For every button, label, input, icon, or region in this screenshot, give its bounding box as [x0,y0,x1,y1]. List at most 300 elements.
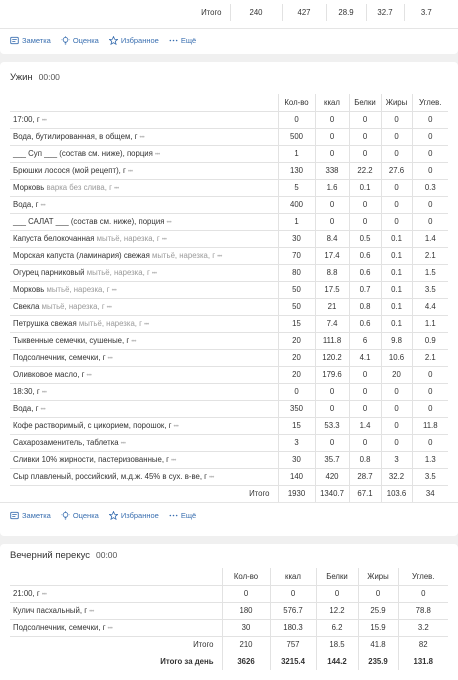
food-preparation: мытьё, нарезка, г [96,234,160,243]
food-name: Петрушка свежая [13,319,77,328]
food-fat: 20 [381,366,412,383]
food-protein: 0 [349,400,381,417]
food-carbs: 11.8 [412,417,448,434]
food-row[interactable] [10,349,448,366]
row-menu-icon[interactable]: ••• [131,339,137,345]
total-fat: 103.6 [381,485,412,502]
table-header [10,568,448,585]
more-dots-icon [169,511,178,520]
food-name: Подсолнечник, семечки, г [13,353,106,362]
food-carbs: 1.3 [412,451,448,468]
food-qty[interactable]: 15 [278,315,315,332]
note-label: Заметка [22,511,51,520]
food-protein: 0.6 [349,315,381,332]
food-preparation: мытьё, нарезка, г [86,268,150,277]
food-kcal: 576.7 [270,602,316,619]
food-protein: 0.8 [349,298,381,315]
food-row[interactable] [10,230,448,247]
food-name-cell[interactable] [10,417,278,434]
food-kcal: 0 [315,196,349,213]
food-fat: 10.6 [381,349,412,366]
food-preparation: мытьё, нарезка, г [151,251,216,260]
dinner-actions [10,511,206,520]
total-kcal: 427 [282,4,326,21]
food-fat: 0 [381,383,412,400]
food-qty[interactable]: 20 [278,349,315,366]
total-qty: 1930 [278,485,315,502]
note-button[interactable] [10,36,51,45]
food-protein: 0 [349,196,381,213]
food-fat: 0.1 [381,264,412,281]
food-kcal: 0 [315,128,349,145]
protein-column-header: Белки [349,94,381,111]
food-qty[interactable]: 20 [278,332,315,349]
food-carbs: 0 [412,128,448,145]
row-menu-icon[interactable]: ••• [86,373,92,379]
row-menu-icon[interactable]: ••• [89,609,94,615]
food-row[interactable] [10,179,448,196]
food-name: Кулич пасхальный, г [13,606,88,615]
food-row[interactable] [10,315,448,332]
total-qty: 240 [230,4,282,21]
food-protein: 0 [349,145,381,162]
food-qty[interactable]: 30 [222,619,270,636]
food-protein: 1.4 [349,417,381,434]
meal-time: 00:00 [95,550,118,560]
food-kcal: 21 [315,298,349,315]
food-fat: 0 [381,196,412,213]
food-qty[interactable]: 50 [278,281,315,298]
food-qty[interactable]: 3 [278,434,315,451]
food-carbs: 0 [412,366,448,383]
food-name-cell[interactable] [10,602,222,619]
day-total-label: Итого за день [160,657,214,666]
dinner-table [10,94,448,502]
food-kcal: 0 [315,400,349,417]
food-protein: 0 [349,383,381,400]
row-menu-icon[interactable]: ••• [171,458,176,464]
food-name: Морская капуста (ламинария) свежая [13,251,150,260]
day-total-fat: 235.9 [358,653,398,670]
total-carbs: 82 [398,636,448,653]
food-kcal: 0 [315,145,349,162]
food-name: Морковь [13,285,45,294]
more-label: Ещё [180,36,197,45]
food-name-cell[interactable] [10,585,222,602]
row-menu-icon[interactable]: ••• [151,271,157,277]
food-name-cell[interactable] [10,196,278,213]
meal-time: 00:00 [38,72,60,82]
food-name-cell[interactable] [10,264,278,281]
food-name-cell[interactable] [10,281,278,298]
more-button[interactable] [169,511,196,520]
row-menu-icon[interactable]: ••• [154,152,160,158]
food-row[interactable] [10,213,448,230]
food-protein: 0 [349,213,381,230]
lunch-card [0,0,458,54]
fat-column-header: Жиры [358,568,398,585]
rate-button[interactable] [61,511,99,520]
food-qty[interactable]: 400 [278,196,315,213]
food-fat: 0 [381,400,412,417]
food-row[interactable] [10,281,448,298]
total-qty: 210 [222,636,270,653]
carbs-column-header: Углев. [398,568,448,585]
food-name-cell[interactable] [10,468,278,485]
food-name: Свекла [13,302,40,311]
food-row[interactable] [10,145,448,162]
food-carbs: 3.5 [412,281,448,298]
note-button[interactable] [10,511,51,520]
lunch-total-table [10,4,448,21]
food-fat: 0 [381,434,412,451]
food-preparation: мытьё, нарезка, г [41,302,105,311]
kcal-column-header: ккал [315,94,349,111]
lightbulb-icon [61,511,70,520]
food-qty[interactable]: 0 [278,111,315,128]
food-fat: 0.1 [381,298,412,315]
row-menu-icon[interactable]: ••• [166,220,172,226]
favorite-button[interactable] [109,511,159,520]
food-qty[interactable]: 5 [278,179,315,196]
food-protein: 0.6 [349,247,381,264]
food-protein: 0.5 [349,230,381,247]
food-qty[interactable]: 180 [222,602,270,619]
food-fat: 27.6 [381,162,412,179]
snack-total-row [10,636,448,653]
food-qty[interactable]: 30 [278,451,315,468]
row-menu-icon[interactable]: ••• [139,135,145,141]
food-row[interactable] [10,366,448,383]
lunch-actions [10,36,206,45]
food-qty[interactable]: 1 [278,213,315,230]
food-carbs: 2.1 [412,349,448,366]
more-label: Ещё [180,511,197,520]
food-name: Кофе растворимый, с цикорием, порошок, г [13,421,172,430]
food-kcal: 0 [315,111,349,128]
food-name: Тыквенные семечки, сушеные, г [13,336,130,345]
total-label: Итого [193,640,214,650]
dinner-total-row [10,485,448,502]
rate-label: Оценка [72,36,99,45]
food-name-cell[interactable] [10,162,278,179]
food-fat: 0 [381,128,412,145]
day-total-row [10,653,448,670]
kcal-column-header: ккал [270,568,316,585]
food-fat: 25.9 [358,602,398,619]
food-name-cell[interactable] [10,128,278,145]
row-menu-icon[interactable]: ••• [106,305,112,311]
row-menu-icon[interactable]: ••• [41,592,47,598]
food-carbs: 0 [412,434,448,451]
row-menu-icon[interactable]: ••• [217,254,222,260]
day-total-kcal: 3215.4 [270,653,316,670]
food-row[interactable] [10,383,448,400]
row-menu-icon[interactable]: ••• [127,169,133,175]
food-row[interactable] [10,264,448,281]
snack-table [10,568,448,670]
food-fat: 0.1 [381,230,412,247]
food-protein: 22.2 [349,162,381,179]
food-fat: 15.9 [358,619,398,636]
food-carbs: 0 [412,213,448,230]
food-carbs: 0 [412,196,448,213]
food-protein: 12.2 [316,602,358,619]
favorite-button[interactable] [109,36,159,45]
food-name: Сливки 10% жирности, пастеризованные, г [13,455,169,464]
row-menu-icon[interactable]: ••• [41,390,47,396]
food-row[interactable] [10,247,448,264]
day-total-carbs: 131.8 [398,653,448,670]
food-protein: 0 [316,585,358,602]
qty-column-header: Кол-во [278,94,315,111]
food-carbs: 0 [412,145,448,162]
food-kcal: 8.8 [315,264,349,281]
food-name: ___ САЛАТ ___ (состав см. ниже), порция [13,217,165,226]
food-carbs: 0 [412,111,448,128]
food-fat: 0.1 [381,247,412,264]
food-preparation: мытьё, нарезка, г [78,319,142,328]
food-kcal: 111.8 [315,332,349,349]
food-fat: 9.8 [381,332,412,349]
food-fat: 0 [381,213,412,230]
food-row[interactable] [10,400,448,417]
row-menu-icon[interactable]: ••• [173,424,179,430]
food-qty[interactable]: 130 [278,162,315,179]
food-name-cell[interactable] [10,111,278,128]
total-fat: 41.8 [358,636,398,653]
food-qty[interactable]: 20 [278,366,315,383]
food-qty[interactable]: 15 [278,417,315,434]
food-kcal: 179.6 [315,366,349,383]
food-name-cell[interactable] [10,332,278,349]
rate-button[interactable] [61,36,99,45]
food-fat: 0 [381,417,412,434]
food-row[interactable] [10,585,448,602]
food-preparation: мытьё, нарезка, г [46,285,110,294]
food-name-cell[interactable] [10,315,278,332]
food-name: Капуста белокочанная [13,234,95,243]
food-name: Морковь [13,183,45,192]
food-row[interactable] [10,468,448,485]
food-name: Оливковое масло, г [13,370,85,379]
food-carbs: 0 [398,585,448,602]
total-fat: 32.7 [366,4,404,21]
row-menu-icon[interactable]: ••• [143,322,149,328]
total-label: Итого [201,8,222,17]
food-protein: 28.7 [349,468,381,485]
food-protein: 4.1 [349,349,381,366]
row-menu-icon[interactable]: ••• [120,441,126,447]
row-menu-icon[interactable]: ••• [209,475,214,481]
food-name-cell[interactable] [10,213,278,230]
protein-column-header: Белки [316,568,358,585]
food-name-cell[interactable] [10,298,278,315]
row-menu-icon[interactable]: ••• [161,237,167,243]
row-menu-icon[interactable]: ••• [40,203,46,209]
food-fat: 0.1 [381,315,412,332]
lunch-total-row [10,4,448,21]
food-carbs: 1.1 [412,315,448,332]
food-fat: 3 [381,451,412,468]
food-kcal: 17.4 [315,247,349,264]
food-fat: 0 [381,111,412,128]
food-qty[interactable]: 70 [278,247,315,264]
dinner-card [0,62,458,536]
food-kcal: 35.7 [315,451,349,468]
favorite-label: Избранное [120,36,159,45]
food-carbs: 0 [412,383,448,400]
food-name-cell[interactable] [10,434,278,451]
food-protein: 0.8 [349,451,381,468]
food-protein: 6 [349,332,381,349]
food-name: Вода, бутилированная, в общем, г [13,132,138,141]
food-name: Вода, г [13,404,39,413]
total-kcal: 757 [270,636,316,653]
food-carbs: 1.5 [412,264,448,281]
food-name-cell[interactable] [10,383,278,400]
food-protein: 0 [349,366,381,383]
food-protein: 0 [349,128,381,145]
food-carbs: 78.8 [398,602,448,619]
food-name: 17:00, г [13,115,40,124]
star-icon [109,511,118,520]
note-icon [10,36,19,45]
food-protein: 0.7 [349,281,381,298]
food-qty[interactable]: 1 [278,145,315,162]
food-name-cell[interactable] [10,400,278,417]
food-kcal: 338 [315,162,349,179]
food-row[interactable] [10,602,448,619]
food-kcal: 7.4 [315,315,349,332]
food-row[interactable] [10,111,448,128]
food-name-cell[interactable] [10,247,278,264]
total-label: Итого [249,489,270,499]
food-row[interactable] [10,332,448,349]
food-protein: 0 [349,434,381,451]
table-header [10,94,448,111]
more-button[interactable] [169,36,196,45]
food-carbs: 0.9 [412,332,448,349]
food-carbs: 0 [412,162,448,179]
food-kcal: 53.3 [315,417,349,434]
food-qty[interactable]: 50 [278,298,315,315]
snack-rows [10,585,448,636]
food-qty[interactable]: 500 [278,128,315,145]
food-row[interactable] [10,451,448,468]
food-kcal: 0 [315,213,349,230]
food-qty[interactable]: 350 [278,400,315,417]
food-row[interactable] [10,298,448,315]
note-label: Заметка [22,36,51,45]
food-name-cell[interactable] [10,451,278,468]
food-name-cell[interactable] [10,179,278,196]
lightbulb-icon [61,36,70,45]
snack-title[interactable] [10,550,117,561]
rate-label: Оценка [72,511,99,520]
row-menu-icon[interactable]: ••• [40,407,46,413]
total-protein: 67.1 [349,485,381,502]
food-protein: 6.2 [316,619,358,636]
name-column-header [10,568,222,585]
food-row[interactable] [10,128,448,145]
food-qty[interactable]: 80 [278,264,315,281]
food-fat: 0 [358,585,398,602]
dinner-rows [10,111,448,485]
divider [0,502,458,503]
row-menu-icon[interactable]: ••• [107,356,113,362]
total-protein: 28.9 [326,4,366,21]
food-kcal: 17.5 [315,281,349,298]
food-kcal: 0 [270,585,316,602]
food-carbs: 0 [412,400,448,417]
food-carbs: 2.1 [412,247,448,264]
food-name: Сыр плавленый, российский, м.д.ж. 45% в сух. в-ве, г [13,472,208,481]
food-name-cell[interactable] [10,349,278,366]
food-carbs: 1.4 [412,230,448,247]
food-name: 18:30, г [13,387,40,396]
food-qty[interactable]: 0 [278,383,315,400]
food-row[interactable] [10,162,448,179]
food-row[interactable] [10,417,448,434]
total-protein: 18.5 [316,636,358,653]
meal-name: Вечерний перекус [10,550,90,561]
food-protein: 0.1 [349,179,381,196]
row-menu-icon[interactable]: ••• [41,118,47,124]
food-row[interactable] [10,619,448,636]
food-name: Подсолнечник, семечки, г [13,623,106,632]
food-kcal: 8.4 [315,230,349,247]
more-dots-icon [169,36,178,45]
food-kcal: 420 [315,468,349,485]
meal-name: Ужин [10,72,33,83]
food-kcal: 0 [315,383,349,400]
food-preparation: варка без слива, г [46,183,112,192]
food-name: ___ Суп ___ (состав см. ниже), порция [13,149,153,158]
fat-column-header: Жиры [381,94,412,111]
day-total-protein: 144.2 [316,653,358,670]
dinner-title[interactable] [10,72,60,83]
food-fat: 0 [381,145,412,162]
snack-card [0,544,458,680]
food-kcal: 120.2 [315,349,349,366]
food-qty[interactable]: 0 [222,585,270,602]
food-kcal: 180.3 [270,619,316,636]
food-fat: 0 [381,179,412,196]
food-qty[interactable]: 30 [278,230,315,247]
food-name: 21:00, г [13,589,40,598]
food-name-cell[interactable] [10,230,278,247]
food-carbs: 3.2 [398,619,448,636]
row-menu-icon[interactable]: ••• [113,186,119,192]
food-name: Вода, г [13,200,39,209]
total-carbs: 3.7 [404,4,448,21]
note-icon [10,511,19,520]
food-name-cell[interactable] [10,366,278,383]
food-kcal: 1.6 [315,179,349,196]
day-total-qty: 3626 [222,653,270,670]
food-name-cell[interactable] [10,619,222,636]
food-name-cell[interactable] [10,145,278,162]
food-row[interactable] [10,196,448,213]
food-row[interactable] [10,434,448,451]
row-menu-icon[interactable]: ••• [111,288,117,294]
food-kcal: 0 [315,434,349,451]
row-menu-icon[interactable]: ••• [107,626,113,632]
food-qty[interactable]: 140 [278,468,315,485]
food-name: Брюшки лосося (мой рецепт), г [13,166,126,175]
divider [0,28,458,29]
